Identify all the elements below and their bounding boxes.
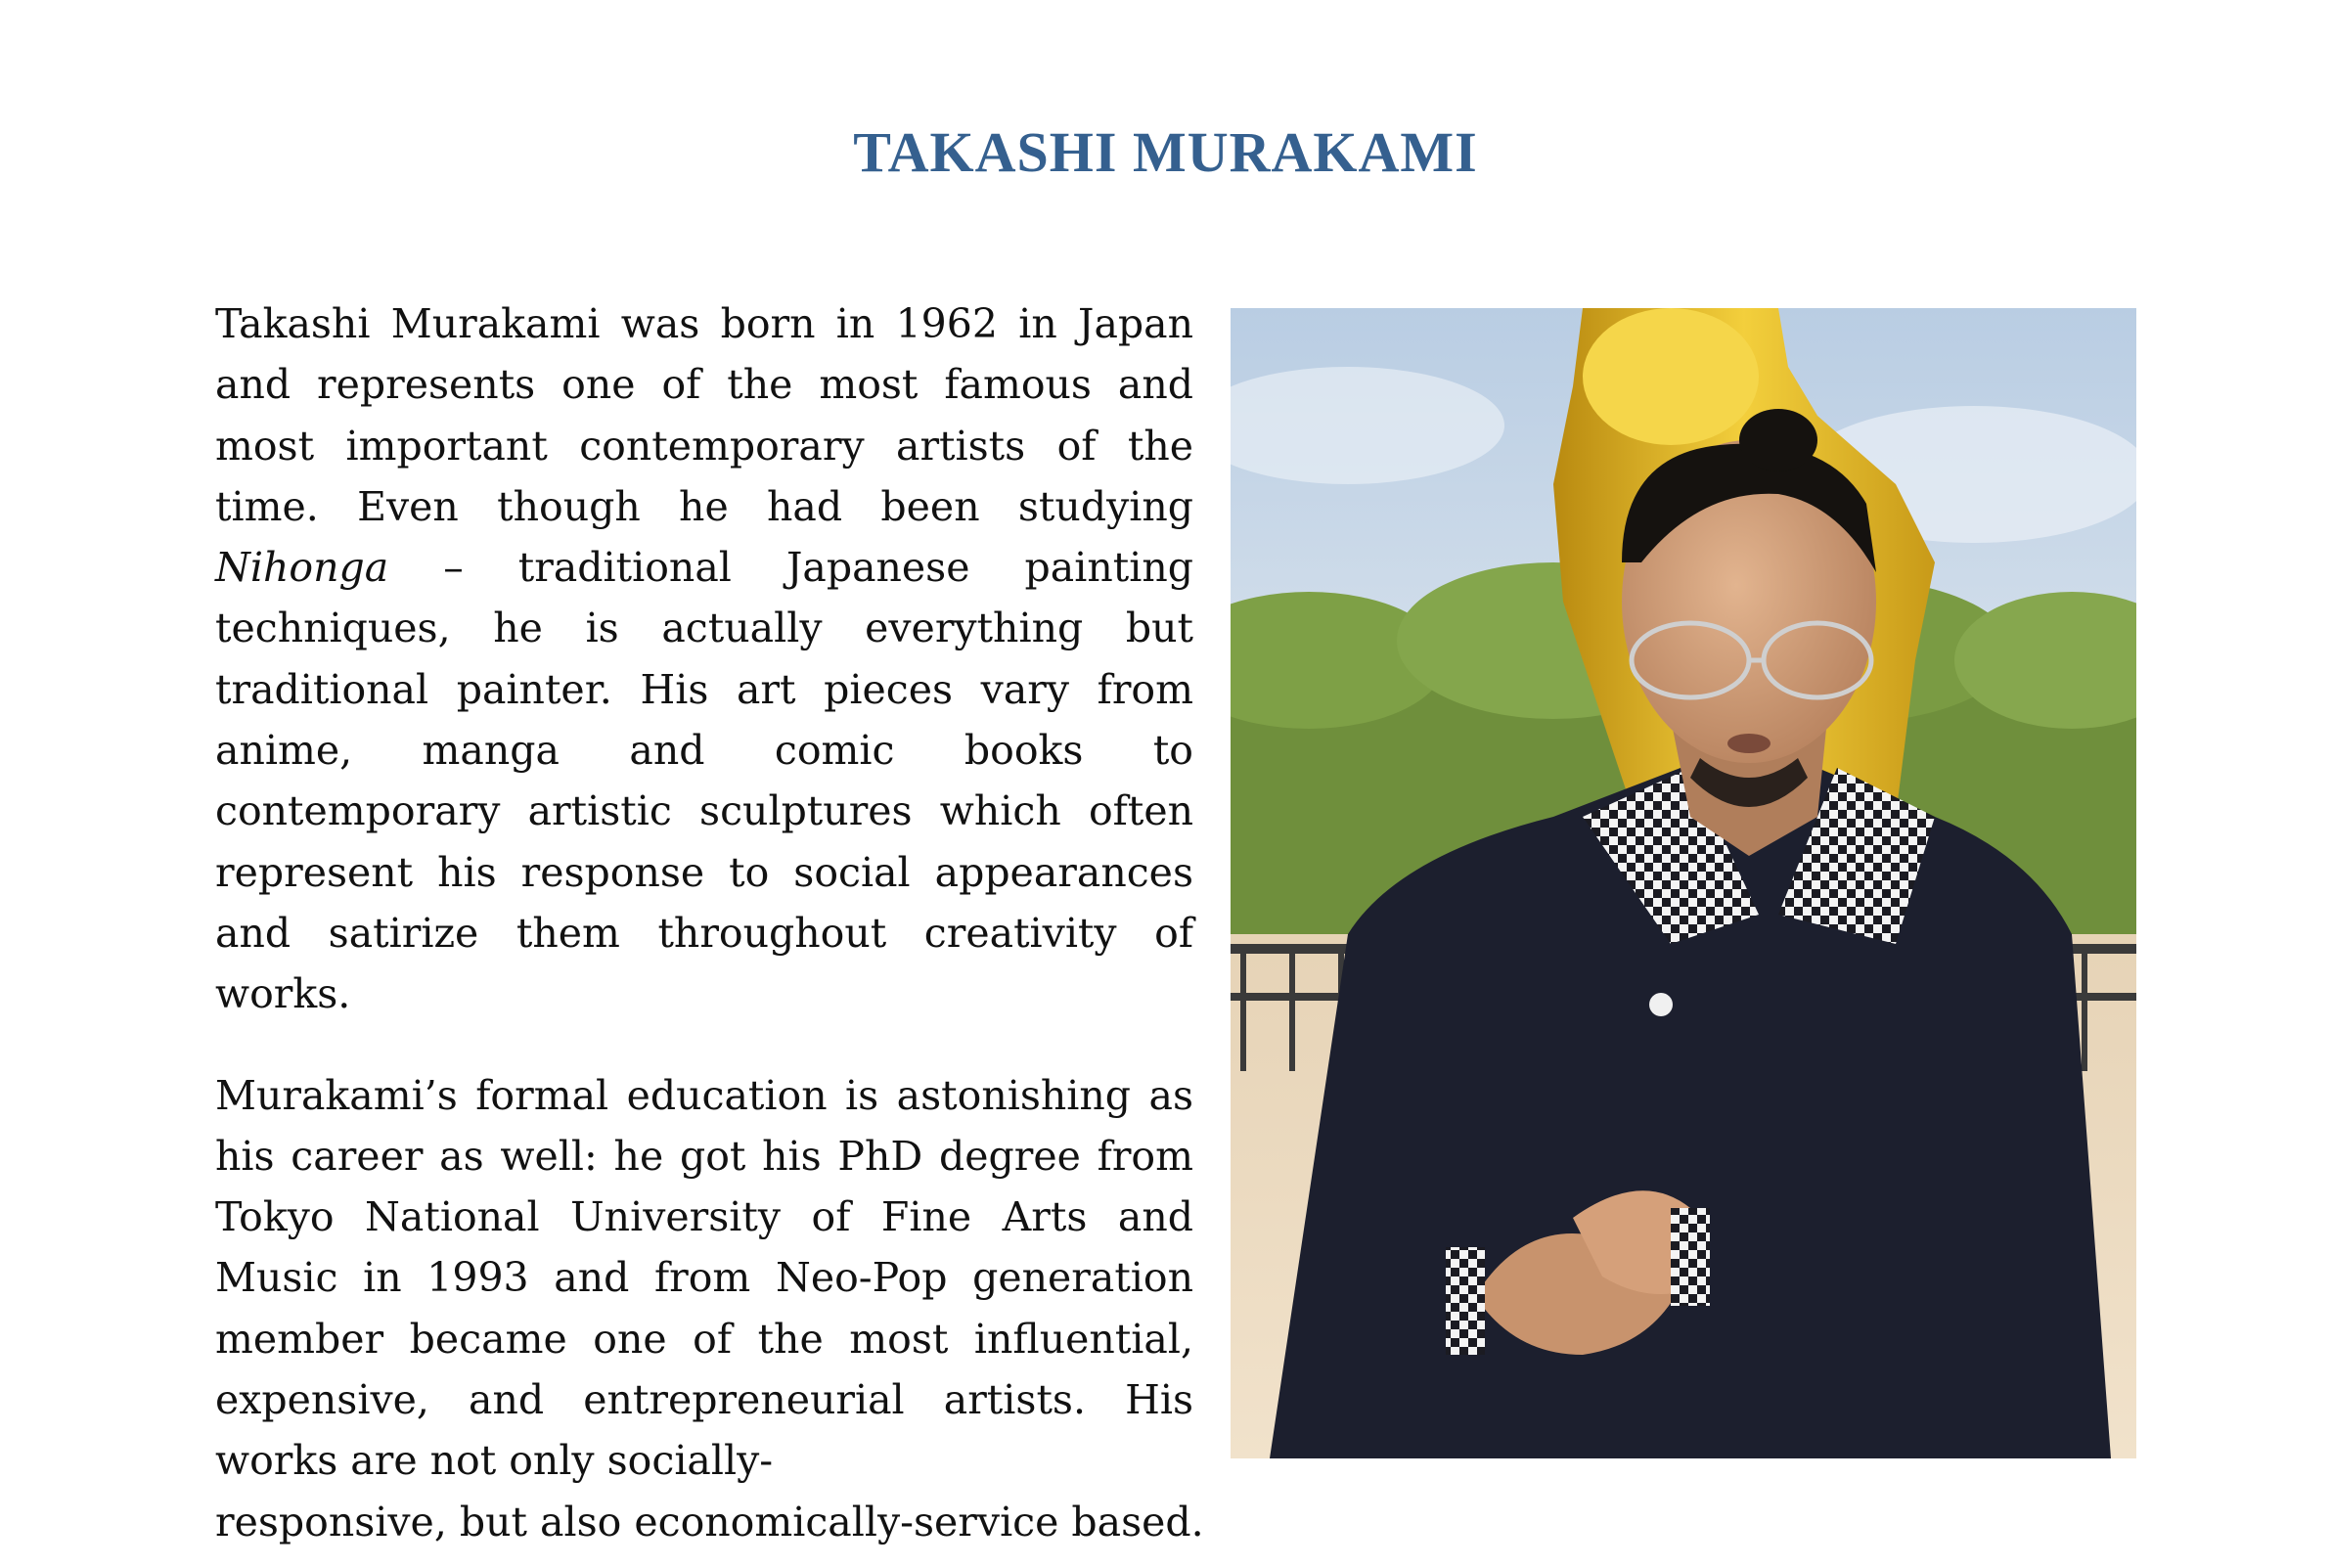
nihonga-term: Nihonga	[215, 544, 389, 592]
paragraph-education-text: Murakami’s formal education is astonishing as his career as well: he got his PhD degree from Tokyo National University of Fine Arts and Music in 1993 and from Neo-Pop generation member became one of the most influential, expensive, and entrepreneurial artists. His works are not only socially-	[215, 1071, 1193, 1485]
paragraph-education-last-line: responsive, but also economically-service based.	[215, 1498, 1204, 1546]
paragraph-biography	[215, 293, 1193, 1025]
page-title: TAKASHI MURAKAMI	[853, 120, 1478, 184]
paragraph-biography-text-1: Takashi Murakami was born in 1962 in Japan and represents one of the most famous and most important contemporary artists of the time. Even though he had been studying	[215, 300, 1193, 530]
body-text	[215, 293, 1204, 1552]
paragraph-biography-text-2: – traditional Japanese painting techniques, he is actually everything but traditional painter. His art pieces vary from anime, manga and comic books to contemporary artistic sculptures which often represent his response to social appearances and satirize them throughout creativity of works.	[215, 544, 1193, 1018]
paragraph-education	[215, 1065, 1204, 1552]
portrait-photo	[1231, 308, 2136, 1458]
